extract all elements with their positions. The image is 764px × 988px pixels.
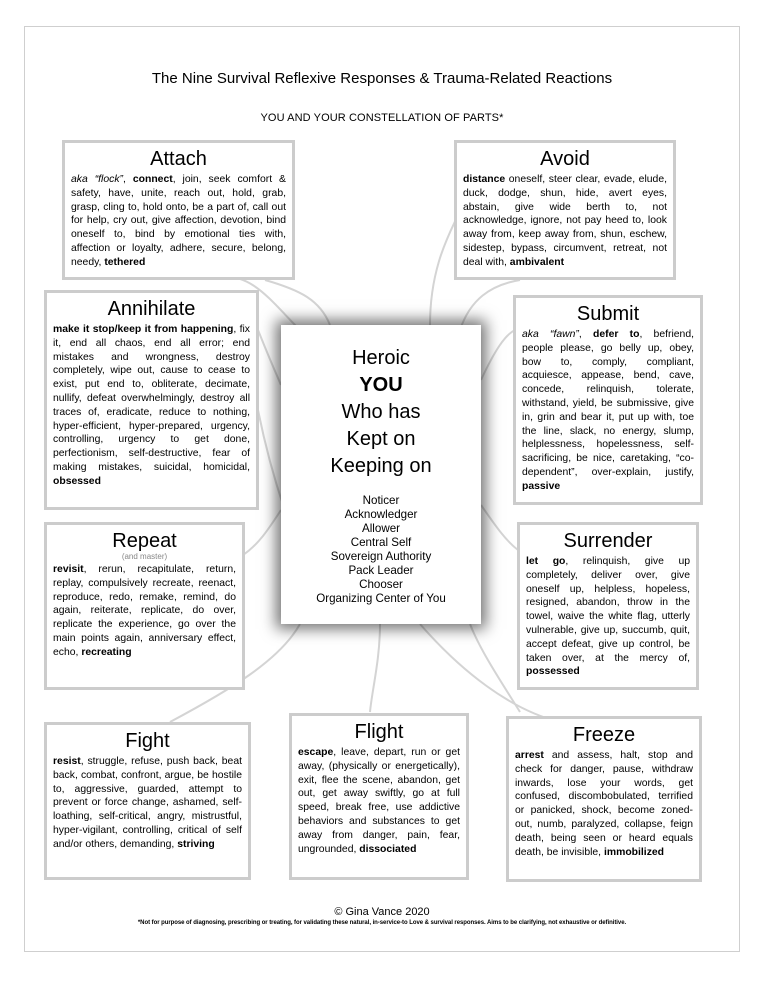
- connector-annihilate: [258, 330, 281, 385]
- page-title: The Nine Survival Reflexive Responses & Trauma-Related Reactions: [151, 70, 613, 87]
- repeat-keyword: revisit: [53, 564, 84, 575]
- surrender-title: Surrender: [563, 530, 653, 552]
- attach-keyword: connect: [132, 174, 173, 185]
- center-line-you: YOU: [359, 374, 403, 396]
- center-role: Chooser: [359, 578, 403, 591]
- center-role: Central Self: [350, 536, 412, 549]
- annihilate-tail: obsessed: [53, 475, 101, 487]
- center-role: Organizing Center of You: [316, 592, 446, 605]
- center-line-who-has: Who has: [341, 401, 421, 423]
- freeze-keyword: arrest: [515, 750, 544, 761]
- fight-title: Fight: [125, 730, 170, 752]
- disclaimer: *Not for purpose of diagnosing, prescribing or treating, for validating these natural, in-service-to Love & survival responses. Aims to be clarifying, not exhaustive or definitive.: [137, 920, 627, 926]
- submit-body: , befriend, people please, go belly up, obey, bow to, comply, compliant, acquiesce, appease, bend, cave, concede, relinquish, tolerate, withstand, yield, be submissive, give in, grin and bear it, put up with, toe the line, slack, no energy, slump, helplessness, hopelessness, self-sacrificing, be nice, caretaking, “co-dependent”, over-explain, justify,: [522, 329, 694, 478]
- annihilate-card: [44, 290, 259, 510]
- annihilate-keyword: make it stop/keep it from happening: [53, 324, 234, 335]
- center-role: Allower: [361, 522, 400, 535]
- center-line-kept-on: Kept on: [346, 428, 416, 450]
- repeat-title: Repeat: [112, 530, 177, 552]
- freeze-title: Freeze: [572, 724, 636, 746]
- fight-text: [53, 755, 242, 852]
- fight-tail: striving: [177, 838, 215, 850]
- flight-title: Flight: [354, 721, 404, 743]
- attach-aka: aka “flock”: [71, 174, 123, 185]
- connector-freeze-2: [470, 624, 520, 712]
- center-role: Pack Leader: [348, 564, 414, 577]
- surrender-body: , relinquish, give up completely, deliver over, give oneself up, helpless, hopeless, resigned, abandon, throw in the towel, waive the white flag, utterly vulnerable, give up, succumb, quit, accept defeat, give up control, be taken over, at the mercy of,: [526, 556, 690, 664]
- surrender-text: [526, 555, 690, 679]
- annihilate-text: [53, 323, 250, 489]
- connector-flight: [370, 624, 380, 712]
- center-line-heroic: Heroic: [352, 347, 410, 369]
- freeze-body: and assess, halt, stop and check for danger, pause, withdraw inwards, lose your words, get confused, discombobulated, terrified or panicked, shock, become zoned-out, numb, paralyzed, collapse, feign death, being seen or heard equals death, be invisible,: [515, 750, 693, 858]
- avoid-card: [454, 140, 676, 280]
- repeat-card: [44, 522, 245, 690]
- connector-avoid-2: [460, 280, 520, 330]
- surrender-keyword: let go: [526, 556, 566, 567]
- submit-keyword: defer to: [592, 329, 640, 340]
- surrender-card: [517, 522, 699, 690]
- connector-attach-2: [265, 280, 330, 325]
- fight-keyword: resist: [53, 756, 81, 767]
- flight-keyword: escape: [298, 747, 334, 758]
- attach-title: Attach: [150, 148, 207, 170]
- copyright: © Gina Vance 2020: [334, 906, 430, 918]
- avoid-tail: ambivalent: [509, 256, 565, 268]
- submit-card: [513, 295, 703, 505]
- freeze-text: [515, 749, 693, 859]
- avoid-text: [463, 173, 667, 270]
- center-role: Sovereign Authority: [330, 550, 432, 563]
- fight-body: , struggle, refuse, push back, beat back, combat, confront, argue, be hostile to, aggressive, guarded, attempt to prevent or force change, ashamed, self-loathing, self-critical, angry, mistrustful, hyper-vigilant, controlling, critical of self and/or others, demanding,: [53, 756, 242, 850]
- submit-aka: aka “fawn”: [522, 329, 579, 340]
- center-roles-list: [281, 494, 481, 606]
- repeat-tail: recreating: [81, 646, 132, 658]
- avoid-title: Avoid: [540, 148, 590, 170]
- page-subtitle: YOU AND YOUR CONSTELLATION OF PARTS*: [260, 112, 504, 124]
- repeat-note: (and master): [121, 552, 168, 561]
- connector-repeat: [243, 510, 281, 555]
- connector-submit: [481, 330, 515, 380]
- surrender-tail: possessed: [526, 666, 580, 678]
- center-role: Noticer: [362, 494, 400, 507]
- connector-surrender: [481, 505, 518, 550]
- annihilate-title: Annihilate: [107, 298, 196, 320]
- attach-text: aka “flock”, connect, join, seek comfort & safety, have, unite, reach out, hold, grab, grasp, cling to, hold onto, be a part of, call out for help, cry out, give affection, devotion, bind oneself to, bind by emotional ties with, affection or loyalty, adhere, secure, belong, needy, tethered: [71, 174, 286, 268]
- flight-text: [298, 746, 460, 856]
- flight-body: , leave, depart, run or get away, (physically or energetically), exit, flee the scene, abandon, get out, get away swiftly, go at full speed, break free, use addictive behaviors and substances to get away from danger, pain, fear, ungrounded,: [298, 747, 460, 855]
- attach-card: [62, 140, 295, 280]
- submit-tail: passive: [522, 480, 561, 492]
- freeze-card: [506, 716, 702, 882]
- fight-card: [44, 722, 251, 880]
- submit-title: Submit: [576, 303, 640, 325]
- attach-tail: tethered: [104, 256, 146, 268]
- flight-tail: dissociated: [359, 843, 417, 855]
- submit-text: aka “fawn”, defer to, befriend, people please, go belly up, obey, bow to, comply, compliant, acquiesce, appease, bend, cave, concede, relinquish, tolerate, withstand, yield, be submissive, give in, grin and bear it, put up with, toe the line, slack, no energy, slump, helplessness, hopelessness, self-sacrificing, be nice, caretaking, “co-dependent”, over-explain, justify, passive: [522, 329, 694, 492]
- annihilate-body: , fix it, end all chaos, end all error; end mistakes and wrongness, destroy completely, wipe out, cause to cease to exist, put end to, obliterate, decimate, nullify, defeat overwhelmingly, destroy all traces of, eradicate, reduce to nothing, hyper-efficient, hyper-prepared, urgency, controlling, urgency to get done, perfectionism, self-destructive, fear of making mistakes, suicidal, homicidal,: [53, 324, 250, 473]
- center-self-card: [281, 325, 481, 624]
- center-role: Acknowledger: [344, 508, 418, 521]
- attach-body: , join, seek comfort & safety, have, unite, reach out, hold, grab, grasp, cling to, hold onto, be a part of, call out for help, cry out, give affection, devotion, bind oneself to, bind by emotional ties with, affection or loyalty, adhere, secure, belong, needy,: [71, 174, 286, 268]
- freeze-tail: immobilized: [603, 846, 665, 858]
- avoid-body: oneself, steer clear, evade, elude, duck, dodge, shun, hide, avert eyes, abstain, give wide berth to, not acknowledge, ignore, not pay heed to, look away from, keep away from, shun, eschew, sidestep, bypass, circumvent, retreat, not deal with,: [463, 174, 667, 268]
- flight-card: [289, 713, 469, 880]
- repeat-text: [53, 563, 236, 660]
- avoid-keyword: distance: [463, 174, 506, 185]
- repeat-body: , rerun, recapitulate, return, replay, compulsively recreate, reenact, reproduce, redo, remake, remind, do again, reiterate, replicate, do over, replicate the experience, go over the main points again, anniversary effect, echo,: [53, 564, 236, 658]
- center-line-keeping-on: Keeping on: [330, 455, 432, 477]
